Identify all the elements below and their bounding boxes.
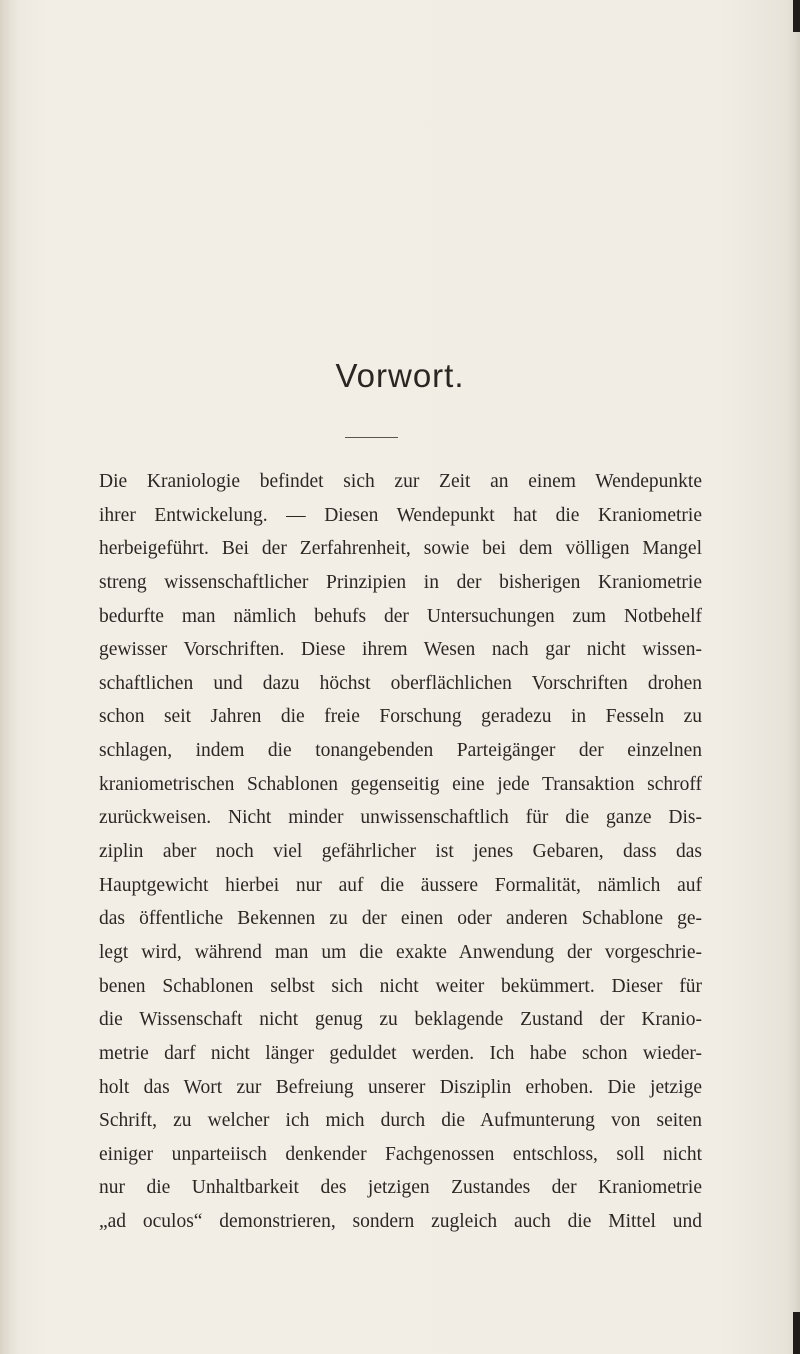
scan-edge-mark-top — [793, 0, 800, 32]
page-title: Vorwort. — [335, 357, 465, 394]
scan-edge-mark-bottom — [793, 1312, 800, 1354]
text-line: schaftlichen und dazu höchst oberflächlichen Vorschriften drohen — [99, 672, 702, 694]
text-line: benen Schablonen selbst sich nicht weiter bekümmert. Dieser für — [99, 975, 702, 997]
text-line: metrie darf nicht länger geduldet werden. Ich habe schon wieder- — [99, 1042, 702, 1064]
page-right-edge — [786, 0, 800, 1354]
text-line: holt das Wort zur Befreiung unserer Disziplin erhoben. Die jetzige — [99, 1076, 702, 1098]
text-line: streng wissenschaftlicher Prinzipien in der bisherigen Kraniometrie — [99, 571, 702, 593]
text-line: Die Kraniologie befindet sich zur Zeit an einem Wendepunkte — [99, 471, 702, 492]
text-line: Schrift, zu welcher ich mich durch die Aufmunterung von seiten — [99, 1110, 702, 1132]
text-line: nur die Unhaltbarkeit des jetzigen Zustandes der Kraniometrie — [99, 1177, 702, 1199]
text-line: Hauptgewicht hierbei nur auf die äussere Formalität, nämlich auf — [99, 874, 702, 896]
preface-paragraph — [99, 465, 702, 1239]
text-line: herbeigeführt. Bei der Zerfahrenheit, sowie bei dem völligen Mangel — [99, 538, 702, 560]
text-line: gewisser Vorschriften. Diese ihrem Wesen nach gar nicht wissen- — [99, 639, 702, 661]
title-divider — [345, 437, 398, 438]
text-line: legt wird, während man um die exakte Anwendung der vorgeschrie- — [99, 941, 702, 963]
text-line: das öffentliche Bekennen zu der einen oder anderen Schablone ge- — [99, 908, 702, 930]
text-line: zurückweisen. Nicht minder unwissenschaftlich für die ganze Dis- — [99, 807, 702, 829]
page-left-edge — [0, 0, 18, 1354]
text-line: schlagen, indem die tonangebenden Parteigänger der einzelnen — [99, 740, 702, 762]
text-line: einiger unparteiisch denkender Fachgenossen entschloss, soll nicht — [99, 1143, 702, 1165]
text-line: die Wissenschaft nicht genug zu beklagende Zustand der Kranio- — [99, 1009, 702, 1031]
text-line: ziplin aber noch viel gefährlicher ist jenes Gebaren, dass das — [99, 841, 702, 863]
text-line: schon seit Jahren die freie Forschung geradezu in Fesseln zu — [99, 706, 702, 728]
text-line: bedurfte man nämlich behufs der Untersuchungen zum Notbehelf — [99, 605, 702, 627]
text-line: ihrer Entwickelung. — Diesen Wendepunkt hat die Kraniometrie — [99, 504, 702, 526]
text-line: kraniometrischen Schablonen gegenseitig eine jede Transaktion schroff — [99, 773, 702, 795]
text-line: „ad oculos“ demonstrieren, sondern zugleich auch die Mittel und — [99, 1211, 702, 1233]
